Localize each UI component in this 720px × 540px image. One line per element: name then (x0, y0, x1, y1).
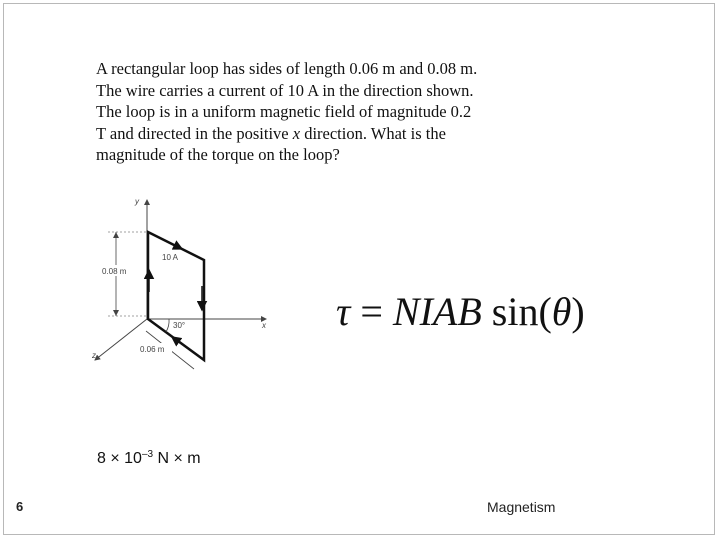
formula-variables: NIAB (392, 289, 482, 334)
slide-number: 6 (16, 499, 24, 514)
torque-formula: τ = NIAB sin(θ) (336, 289, 585, 334)
theta-symbol: θ (551, 289, 572, 334)
problem-line: The wire carries a current of 10 A in the direction shown. (96, 80, 474, 100)
x-axis-label: x (262, 321, 266, 330)
height-label: 0.08 m (102, 267, 127, 276)
problem-line: The loop is in a uniform magnetic field of magnitude 0.2 (96, 102, 472, 121)
current-arrow-top (162, 239, 182, 249)
problem-statement (96, 58, 536, 166)
width-label: 0.06 m (140, 345, 165, 354)
angle-label: 30° (173, 321, 186, 330)
x-variable: x (292, 123, 301, 143)
loop-figure (86, 188, 274, 374)
tau-symbol: τ (336, 289, 351, 334)
current-arrow-bottom (172, 337, 190, 350)
footer-title: Magnetism (487, 499, 556, 515)
problem-line: magnitude of the torque on the loop? (96, 145, 340, 164)
current-label: 10 A (162, 253, 179, 262)
angle-arc (166, 319, 169, 332)
problem-line: T and directed in the positive x direction. What is the (96, 123, 446, 143)
problem-line: A rectangular loop has sides of length 0.06 m and 0.08 m. (96, 59, 478, 78)
y-axis-label: y (135, 197, 139, 206)
answer: $8 \times 10^{-3}$ N × m (97, 449, 201, 467)
z-axis-label: z (92, 351, 96, 360)
answer-exponent: –3 (141, 449, 154, 460)
